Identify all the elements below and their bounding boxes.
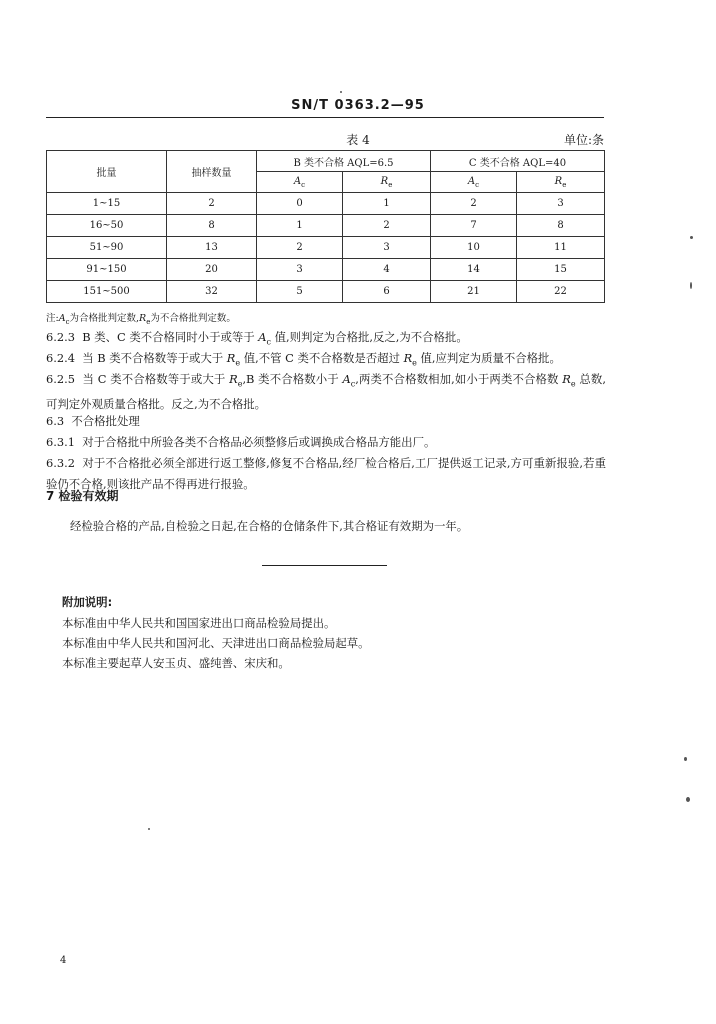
cell-sample: 32 — [167, 281, 257, 303]
header-b-ac: $A_c$ — [257, 172, 343, 193]
table-unit: 单位:条 — [563, 133, 604, 147]
cell-sample: 20 — [167, 259, 257, 281]
additional-notes-title: 附加说明: — [62, 595, 113, 609]
table-row — [47, 237, 605, 259]
cell-sample: 13 — [167, 237, 257, 259]
cell-lot: 51~90 — [47, 237, 167, 259]
cell-c-re: 8 — [517, 215, 605, 237]
cell-b-ac: 3 — [257, 259, 343, 281]
clause-6-2-3: 6.2.3 B 类、C 类不合格同时小于或等于 $A_c$ 值,则判定为合格批,反之,为不合格批。 — [46, 330, 468, 347]
scan-speck — [690, 282, 692, 289]
header-rule — [46, 117, 604, 118]
cell-c-re: 15 — [517, 259, 605, 281]
cell-lot: 91~150 — [47, 259, 167, 281]
header-c-class: C 类不合格 AQL=40 — [431, 151, 605, 172]
cell-b-re: 3 — [343, 237, 431, 259]
cell-lot: 151~500 — [47, 281, 167, 303]
clause-6-2-5: 6.2.5 当 C 类不合格数等于或大于 $R_e,B$ 类不合格数小于 $A_c$,两类不合格数相加,如小于两类不合格数 $R_e$ 总数,可判定外观质量合格批。反之,为不合格批。 — [46, 372, 606, 412]
scan-speck — [686, 797, 690, 802]
cell-c-re: 11 — [517, 237, 605, 259]
additional-note-line: 本标准由中华人民共和国国家进出口商品检验局提出。 — [62, 616, 336, 630]
end-rule — [262, 565, 387, 566]
cell-c-ac: 14 — [431, 259, 517, 281]
section-7-heading: 7 检验有效期 — [46, 489, 119, 503]
header-sample-size: 抽样数量 — [167, 151, 257, 193]
cell-c-ac: 10 — [431, 237, 517, 259]
clause-6-2-4: 6.2.4 当 B 类不合格数等于或大于 $R_e$ 值,不管 C 类不合格数是否超过 $R_e$ 值,应判定为质量不合格批。 — [46, 351, 561, 368]
cell-c-re: 3 — [517, 193, 605, 215]
scan-speck — [690, 236, 693, 239]
section-7-body: 经检验合格的产品,自检验之日起,在合格的仓储条件下,其合格证有效期为一年。 — [70, 519, 469, 533]
cell-b-re: 4 — [343, 259, 431, 281]
table-row — [47, 259, 605, 281]
cell-b-ac: 1 — [257, 215, 343, 237]
clause-6-3-2: 6.3.2 对于不合格批必须全部进行返工整修,修复不合格品,经厂检合格后,工厂提供返工记录,方可重新报验,若重验仍不合格,则该批产品不得再进行报验。 — [46, 456, 606, 491]
scan-speck — [148, 828, 150, 830]
header-lot-size: 批量 — [47, 151, 167, 193]
table-row — [47, 281, 605, 303]
page-number: 4 — [60, 955, 67, 966]
sampling-table — [46, 150, 605, 303]
scan-speck — [684, 757, 687, 761]
cell-sample: 8 — [167, 215, 257, 237]
cell-b-ac: 0 — [257, 193, 343, 215]
cell-c-ac: 7 — [431, 215, 517, 237]
additional-note-line: 本标准主要起草人安玉贞、盛纯善、宋庆和。 — [62, 656, 290, 670]
additional-note-line: 本标准由中华人民共和国河北、天津进出口商品检验局起草。 — [62, 636, 370, 650]
header-c-ac: $A_c$ — [431, 172, 517, 193]
clause-6-3-1: 6.3.1 对于合格批中所验各类不合格品必须整修后或调换成合格品方能出厂。 — [46, 435, 436, 449]
cell-b-re: 1 — [343, 193, 431, 215]
table-row — [47, 215, 605, 237]
header-c-re: $R_e$ — [517, 172, 605, 193]
scan-speck — [340, 91, 342, 93]
standard-code: SN/T 0363.2—95 — [291, 98, 425, 113]
cell-b-ac: 5 — [257, 281, 343, 303]
cell-b-re: 2 — [343, 215, 431, 237]
cell-c-re: 22 — [517, 281, 605, 303]
cell-b-re: 6 — [343, 281, 431, 303]
cell-c-ac: 2 — [431, 193, 517, 215]
clause-6-3: 6.3 不合格批处理 — [46, 414, 140, 428]
header-b-class: B 类不合格 AQL=6.5 — [257, 151, 431, 172]
table-header-row — [47, 151, 605, 172]
cell-lot: 16~50 — [47, 215, 167, 237]
cell-sample: 2 — [167, 193, 257, 215]
table-note: 注$:A_c$为合格批判定数$,R_e$为不合格批判定数。 — [46, 313, 236, 326]
cell-c-ac: 21 — [431, 281, 517, 303]
cell-lot: 1~15 — [47, 193, 167, 215]
table-row — [47, 193, 605, 215]
table-caption: 表 4 — [346, 133, 370, 147]
cell-b-ac: 2 — [257, 237, 343, 259]
header-b-re: $R_e$ — [343, 172, 431, 193]
